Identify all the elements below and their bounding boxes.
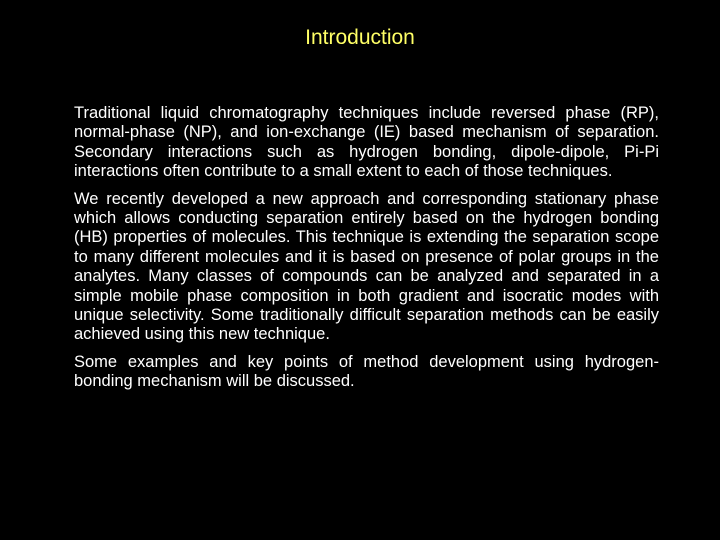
- paragraph-new-approach: We recently developed a new approach and corresponding stationary phase which allows conducting separation entirely based on the hydrogen bonding (HB) properties of molecules. This technique is extending the separation scope to many different molecules and it is based on presence of polar groups in the analytes. Many classes of compounds can be analyzed and separated in a simple mobile phase composition in both gradient and isocratic modes with unique selectivity. Some traditionally difficult separation methods can be easily achieved using this new technique.: [74, 189, 659, 344]
- paragraph-examples: Some examples and key points of method development using hydrogen-bonding mechanism will be discussed.: [74, 352, 659, 391]
- slide-title: Introduction: [305, 26, 415, 49]
- slide-body: [74, 104, 659, 400]
- paragraph-intro: Traditional liquid chromatography techniques include reversed phase (RP), normal-phase (NP), and ion-exchange (IE) based mechanism of separation. Secondary interactions such as hydrogen bonding, dipole-dipole, Pi-Pi interactions often contribute to a small extent to each of those techniques.: [74, 104, 659, 181]
